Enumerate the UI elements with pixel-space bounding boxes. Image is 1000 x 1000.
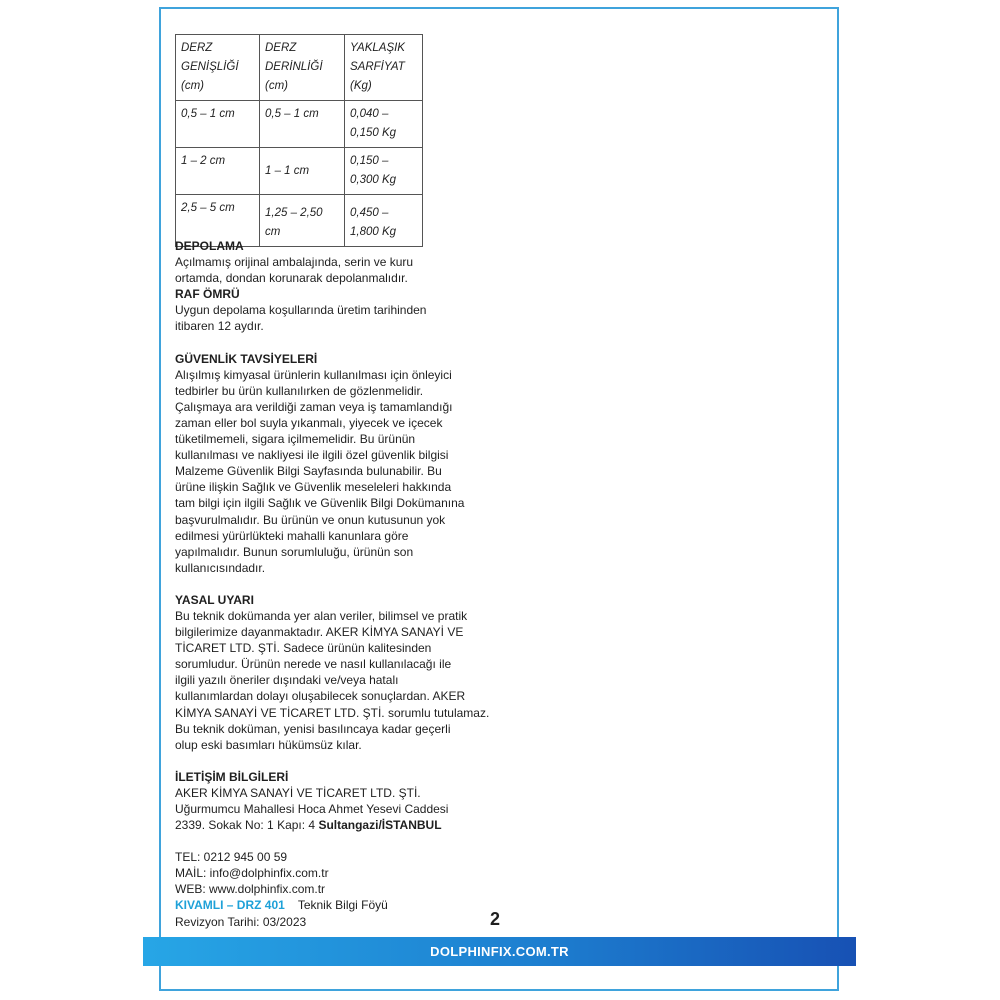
legal-text: Bu teknik dokümanda yer alan veriler, bilimsel ve pratik bilgilerimize dayanmaktadır. AKER KİMYA SANAYİ VE TİCARET LTD. ŞTİ. Sadece ürünün kalitesinden sorumludur. Ürünün nerede ve nasıl kullanılacağı ile ilgili yazılı öneriler dışındaki ve/veya hatalı kullanımlardan dolayı oluşabilecek sonuçlardan. AKER KİMYA SANAYİ VE TİCARET LTD. ŞTİ. sorumlu tutulamaz. Bu teknik doküman, yenisi basılıncaya kadar geçerli olup eski basımları hükümsüz kılar.	[175, 608, 490, 752]
table-cell: 0,5 – 1 cm	[176, 101, 260, 148]
storage-heading: DEPOLAMA	[175, 239, 244, 253]
footer-website[interactable]: DOLPHINFIX.COM.TR	[430, 944, 569, 959]
page-number: 2	[490, 909, 501, 929]
document-body	[175, 238, 505, 930]
safety-heading: GÜVENLİK TAVSİYELERİ	[175, 351, 318, 366]
shelf-life-text: Uygun depolama koşullarında üretim tarihinden itibaren 12 aydır.	[175, 303, 427, 334]
company-name: AKER KİMYA SANAYİ VE TİCARET LTD. ŞTİ.	[175, 785, 421, 800]
table-cell: 0,5 – 1 cm	[260, 101, 345, 148]
table-header-cell: DERZ DERİNLİĞİ (cm)	[260, 35, 345, 101]
phone-line: TEL: 0212 945 00 59	[175, 850, 288, 865]
revision-date: Revizyon Tarihi: 03/2023	[175, 914, 307, 929]
table-header-cell: YAKLAŞIK SARFİYAT (Kg)	[345, 35, 423, 101]
address-street: 2339. Sokak No: 1 Kapı: 4	[175, 818, 319, 833]
table-row	[176, 148, 423, 195]
shelf-life-heading: RAF ÖMRÜ	[175, 287, 240, 302]
table-cell: 0,150 – 0,300 Kg	[345, 148, 423, 195]
legal-heading: YASAL UYARI	[175, 592, 254, 607]
address-line-2	[175, 817, 505, 833]
table-header-cell: DERZ GENİŞLİĞİ (cm)	[176, 35, 260, 101]
table-cell: 1 – 2 cm	[176, 148, 260, 195]
safety-text: Alışılmış kimyasal ürünlerin kullanılması için önleyici tedbirler bu ürün kullanılırken de gözlenmelidir. Çalışmaya ara verildiği zaman veya iş tamamlandığı zaman eller bol suyla yıkanmalı, yiyecek ve içecek tüketilmemeli, sigara içilmemelidir. Bu ürünün kullanılması ve nakliyesi ile ilgili özel güvenlik bilgisi Malzeme Güvenlik Bilgi Sayfasında bulunabilir. Bu ürüne ilişkin Sağlık ve Güvenlik meseleleri hakkında tam bilgi için ilgili Sağlık ve Güvenlik Bilgi Dokümanına başvurulmalıdır. Bu ürünün ve onun kutusunun yok edilmesi yürürlükteki mahalli kanunlara göre yapılmalıdır. Bunun sorumluluğu, ürünün son kullanıcısındadır.	[175, 367, 465, 575]
table-row	[176, 101, 423, 148]
document-type: Teknik Bilgi Föyü	[297, 898, 388, 913]
contact-heading: İLETİŞİM BİLGİLERİ	[175, 769, 289, 784]
web-line: WEB: www.dolphinfix.com.tr	[175, 882, 326, 897]
table-cell: 0,040 – 0,150 Kg	[345, 101, 423, 148]
table-header-row	[176, 35, 423, 101]
mail-line: MAİL: info@dolphinfix.com.tr	[175, 866, 329, 881]
footer-bar	[143, 937, 856, 966]
product-line	[175, 897, 505, 913]
table-cell: 1,25 – 2,50 cm	[260, 195, 345, 247]
storage-text: Açılmamış orijinal ambalajında, serin ve kuru ortamda, dondan korunarak depolanmalıdır.	[175, 255, 414, 286]
joint-consumption-table	[175, 34, 423, 247]
table-cell: 2,5 – 5 cm	[176, 195, 260, 247]
address-district: Sultangazi/İSTANBUL	[318, 818, 442, 833]
table-cell: 0,450 – 1,800 Kg	[345, 195, 423, 247]
product-name: KIVAMLI – DRZ 401	[175, 898, 285, 913]
table-cell: 1 – 1 cm	[260, 148, 345, 195]
address-line-1: Uğurmumcu Mahallesi Hoca Ahmet Yesevi Caddesi	[175, 802, 449, 816]
